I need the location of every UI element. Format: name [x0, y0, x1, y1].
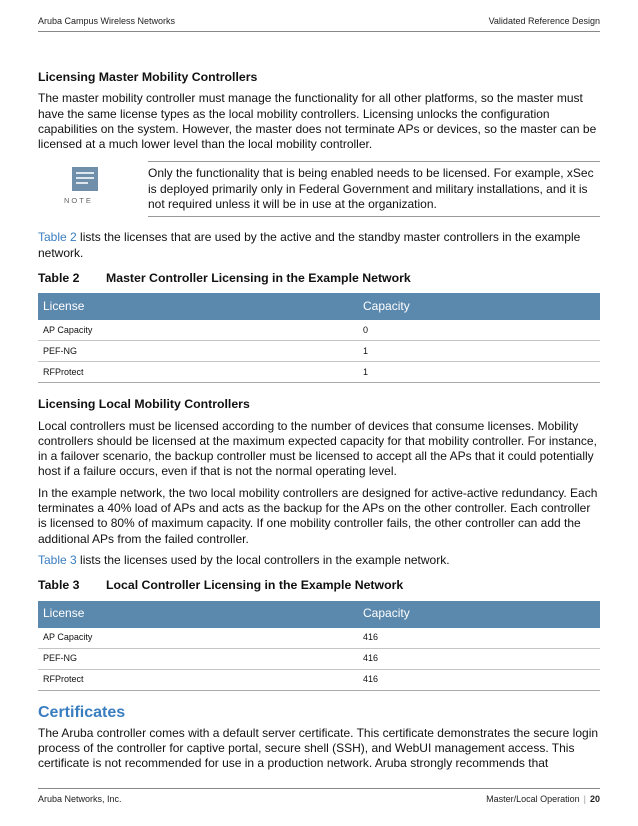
table3-number: Table 3	[38, 578, 80, 593]
table2-cell: 1	[358, 362, 600, 383]
table3-cell: 416	[358, 628, 600, 649]
table3-title: Local Controller Licensing in the Example Network	[106, 578, 404, 593]
table-row	[38, 341, 600, 362]
table3-cell: 416	[358, 648, 600, 669]
certificates-heading: Certificates	[38, 703, 126, 721]
certificates-paragraph: The Aruba controller comes with a default server certificate. This certificate demonstrates the secure login process of the controller for captive portal, secure shell (SSH), and WebUI management access. This certificate is not recommended for use in a production network. Aruba strongly recommends that	[38, 725, 599, 771]
table2-header-capacity: Capacity	[358, 293, 600, 320]
note-text: Only the functionality that is being enabled needs to be licensed. For example, xSec is deployed primarily only in Federal Government and military installations, and it is not required unless it will be in use at the organization.	[148, 166, 594, 212]
table-row	[38, 320, 600, 341]
table3-intro-text: lists the licenses used by the local controllers in the example network.	[76, 552, 450, 567]
table3-cell: RFProtect	[38, 669, 358, 690]
local-paragraph-1: Local controllers must be licensed according to the number of devices that consume licenses. Mobility controllers should be licensed at the maximum expected capacity for that mobility controller. For instance, in a failover scenario, the backup controller must be licensed to accept all the APs that it could potentially host if a failure occurs, even if that is not the normal operating level.	[38, 418, 597, 479]
table-row	[38, 648, 600, 669]
table3	[38, 601, 600, 691]
table2-title: Master Controller Licensing in the Example Network	[106, 270, 411, 285]
table2-header-license: License	[38, 293, 358, 320]
master-paragraph: The master mobility controller must manage the functionality for all other platforms, so the master must have the same license types as the local mobility controllers. Licensing unlocks the configuration capabilities on the system. However, the master does not terminate APs or devices, so the master can be licensed at a much lower level than the local mobility controller.	[38, 91, 597, 152]
note-icon	[72, 167, 98, 191]
table2-cell: 0	[358, 320, 600, 341]
table3-caption	[38, 578, 600, 593]
table3-cell: AP Capacity	[38, 628, 358, 649]
footer-section: Master/Local Operation	[486, 794, 580, 804]
note-box	[64, 161, 600, 217]
table2-number: Table 2	[38, 270, 80, 285]
table3-link[interactable]: Table 3	[38, 552, 77, 567]
table3-header-license: License	[38, 601, 358, 628]
table2-cell: PEF-NG	[38, 341, 358, 362]
section-heading-local: Licensing Local Mobility Controllers	[38, 397, 250, 412]
table2-cell: 1	[358, 341, 600, 362]
page-header	[38, 16, 600, 30]
table2-caption	[38, 271, 600, 286]
table-row	[38, 669, 600, 690]
footer-separator: |	[583, 794, 586, 804]
footer-company: Aruba Networks, Inc.	[38, 794, 122, 804]
table2-link[interactable]: Table 2	[38, 230, 77, 245]
table3-cell: 416	[358, 669, 600, 690]
footer-divider	[38, 788, 600, 789]
header-doc-type: Validated Reference Design	[488, 16, 600, 26]
table2	[38, 293, 600, 383]
table-row	[38, 628, 600, 649]
local-paragraph-2: In the example network, the two local mobility controllers are designed for active-active redundancy. Each terminates a 40% load of APs and acts as the backup for the APs on the other controller. Each controller is licensed to 80% of maximum capacity. If one mobility controller fails, the other controller can add the additional APs from the failed controller.	[38, 485, 598, 546]
table3-intro	[38, 553, 600, 568]
table2-intro-text: lists the licenses that are used by the active and the standby master controllers in the example network.	[38, 230, 581, 260]
page-body	[38, 70, 600, 778]
table3-cell: PEF-NG	[38, 648, 358, 669]
page-number: 20	[589, 794, 600, 804]
section-heading-master: Licensing Master Mobility Controllers	[38, 70, 258, 84]
table2-cell: AP Capacity	[38, 320, 358, 341]
table-row	[38, 362, 600, 383]
table2-cell: RFProtect	[38, 362, 358, 383]
note-label: NOTE	[64, 196, 93, 206]
table3-header-capacity: Capacity	[358, 601, 600, 628]
header-divider	[38, 31, 600, 32]
table2-intro	[38, 230, 600, 261]
header-doc-title: Aruba Campus Wireless Networks	[38, 16, 176, 26]
footer-right	[486, 794, 600, 804]
